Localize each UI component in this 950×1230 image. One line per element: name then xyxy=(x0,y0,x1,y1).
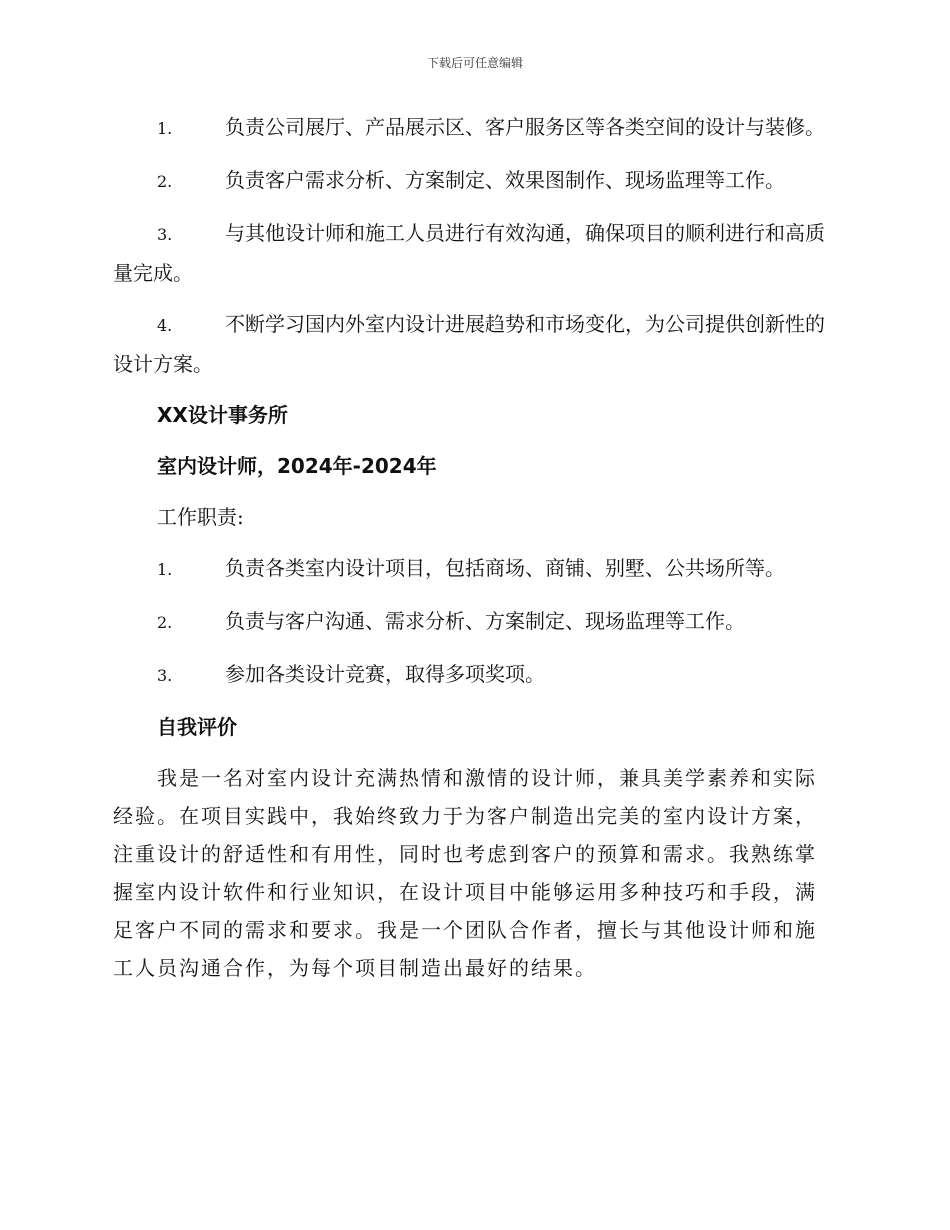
duties-label: 工作职责: xyxy=(157,505,244,529)
list-text: 负责客户需求分析、方案制定、效果图制作、现场监理等工作。 xyxy=(225,168,785,192)
list-text: 负责公司展厅、产品展示区、客户服务区等各类空间的设计与装修。 xyxy=(225,115,825,139)
list-item xyxy=(113,549,835,589)
list-number: 3. xyxy=(157,666,173,685)
list-item xyxy=(113,214,835,292)
list-number: 1. xyxy=(157,560,173,579)
list-text: 负责与客户沟通、需求分析、方案制定、现场监理等工作。 xyxy=(225,609,745,633)
document-content xyxy=(113,108,835,1000)
list-number: 2. xyxy=(157,613,173,632)
list-text: 参加各类设计竞赛，取得多项奖项。 xyxy=(225,662,545,686)
list-item xyxy=(113,655,835,695)
list-item xyxy=(113,305,835,383)
list-item xyxy=(113,161,835,201)
list-number: 2. xyxy=(157,172,173,191)
page-header: 下载后可任意编辑 xyxy=(426,56,523,70)
list-text: 不断学习国内外室内设计进展趋势和市场变化，为公司提供创新性的设计方案。 xyxy=(113,312,825,376)
list-number: 1. xyxy=(157,119,173,138)
list-number: 4. xyxy=(157,316,173,335)
list-text: 与其他设计师和施工人员进行有效沟通，确保项目的顺利进行和高质量完成。 xyxy=(113,221,825,285)
list-number: 3. xyxy=(157,225,173,244)
list-item xyxy=(113,108,835,148)
self-evaluation-paragraph: 我是一名对室内设计充满热情和激情的设计师，兼具美学素养和实际经验。在项目实践中，我始终致力于为客户制造出完美的室内设计方案，注重设计的舒适性和有用性，同时也考虑到客户的预算和需求。我熟练掌握室内设计软件和行业知识，在设计项目中能够运用多种技巧和手段，满足客户不同的需求和要求。我是一个团队合作者，擅长与其他设计师和施工人员沟通合作，为每个项目制造出最好的结果。 xyxy=(113,766,817,980)
list-item xyxy=(113,602,835,642)
position-title: 室内设计师，2024年-2024年 xyxy=(157,454,437,478)
section-title-self-evaluation: 自我评价 xyxy=(157,715,237,739)
list-text: 负责各类室内设计项目，包括商场、商铺、别墅、公共场所等。 xyxy=(225,556,785,580)
company-name: XX设计事务所 xyxy=(157,403,288,427)
